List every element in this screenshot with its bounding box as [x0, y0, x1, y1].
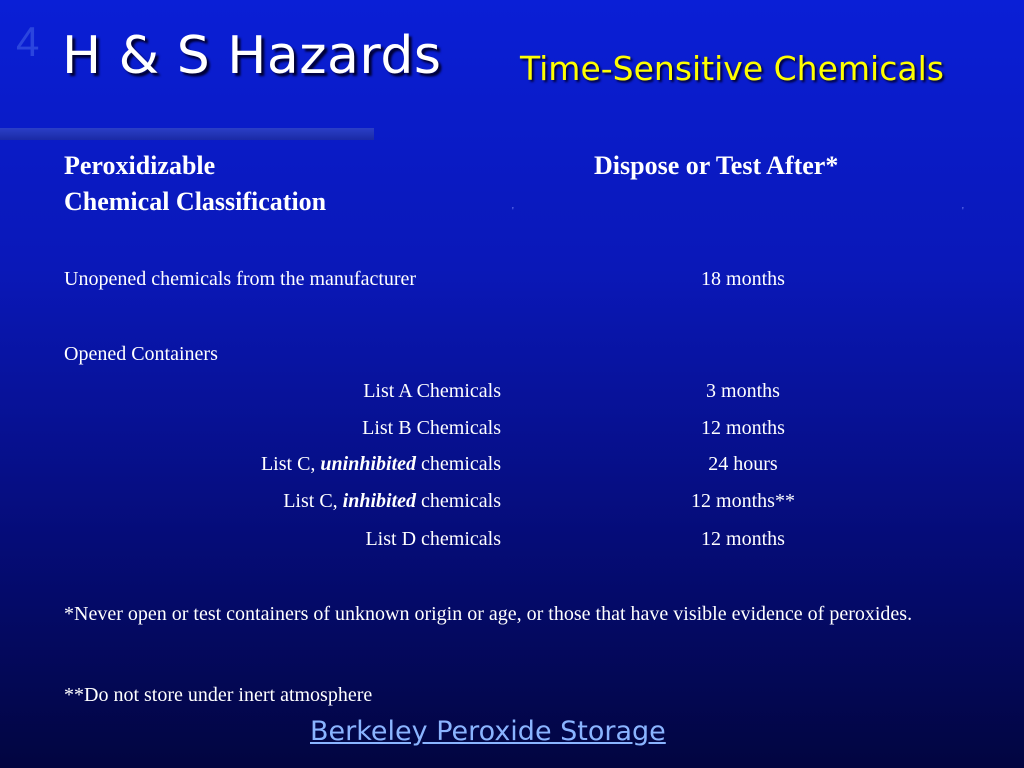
row-label-prefix: List C,	[283, 490, 343, 512]
row-value-list-d: 12 months	[701, 528, 785, 550]
row-value-list-c-uninhibited: 24 hours	[708, 453, 778, 475]
row-label-list-b: List B Chemicals	[362, 417, 501, 439]
title-divider	[0, 128, 374, 140]
slide-number: 4	[16, 18, 40, 65]
row-label-list-a: List A Chemicals	[363, 380, 501, 402]
column-header-classification-line2: Chemical Classification	[64, 187, 327, 216]
row-label-suffix: chemicals	[416, 453, 501, 475]
column-header-dispose: Dispose or Test After*	[594, 151, 839, 180]
row-label-prefix: List C,	[260, 453, 321, 475]
column-header-classification-line1: Peroxidizable	[64, 151, 216, 180]
page-subtitle: Time-Sensitive Chemicals	[520, 49, 944, 88]
row-label-emphasis: uninhibited	[320, 453, 417, 475]
row-value-list-a: 3 months	[706, 380, 780, 402]
decorative-tick-mark: '	[962, 206, 964, 217]
row-label-unopened: Unopened chemicals from the manufacturer	[64, 268, 417, 290]
row-value-list-c-inhibited: 12 months**	[691, 490, 795, 512]
row-label-list-d: List D chemicals	[365, 528, 501, 550]
column-header-classification	[64, 148, 326, 220]
row-value-unopened: 18 months	[701, 268, 785, 290]
berkeley-peroxide-storage-link[interactable]: Berkeley Peroxide Storage	[310, 716, 666, 747]
row-label-emphasis: inhibited	[342, 490, 417, 512]
footnote-inert-atmosphere: **Do not store under inert atmosphere	[64, 684, 373, 706]
row-label-list-c-inhibited	[283, 490, 501, 513]
decorative-tick-mark: '	[512, 206, 514, 217]
row-label-list-c-uninhibited	[261, 453, 501, 476]
row-label-opened-containers: Opened Containers	[64, 343, 218, 365]
row-value-list-b: 12 months	[701, 417, 785, 439]
footnote-never-open: *Never open or test containers of unknown origin or age, or those that have visible evidence of peroxides.	[64, 603, 913, 625]
row-label-suffix: chemicals	[416, 490, 501, 512]
page-title: H & S Hazards	[62, 26, 442, 86]
